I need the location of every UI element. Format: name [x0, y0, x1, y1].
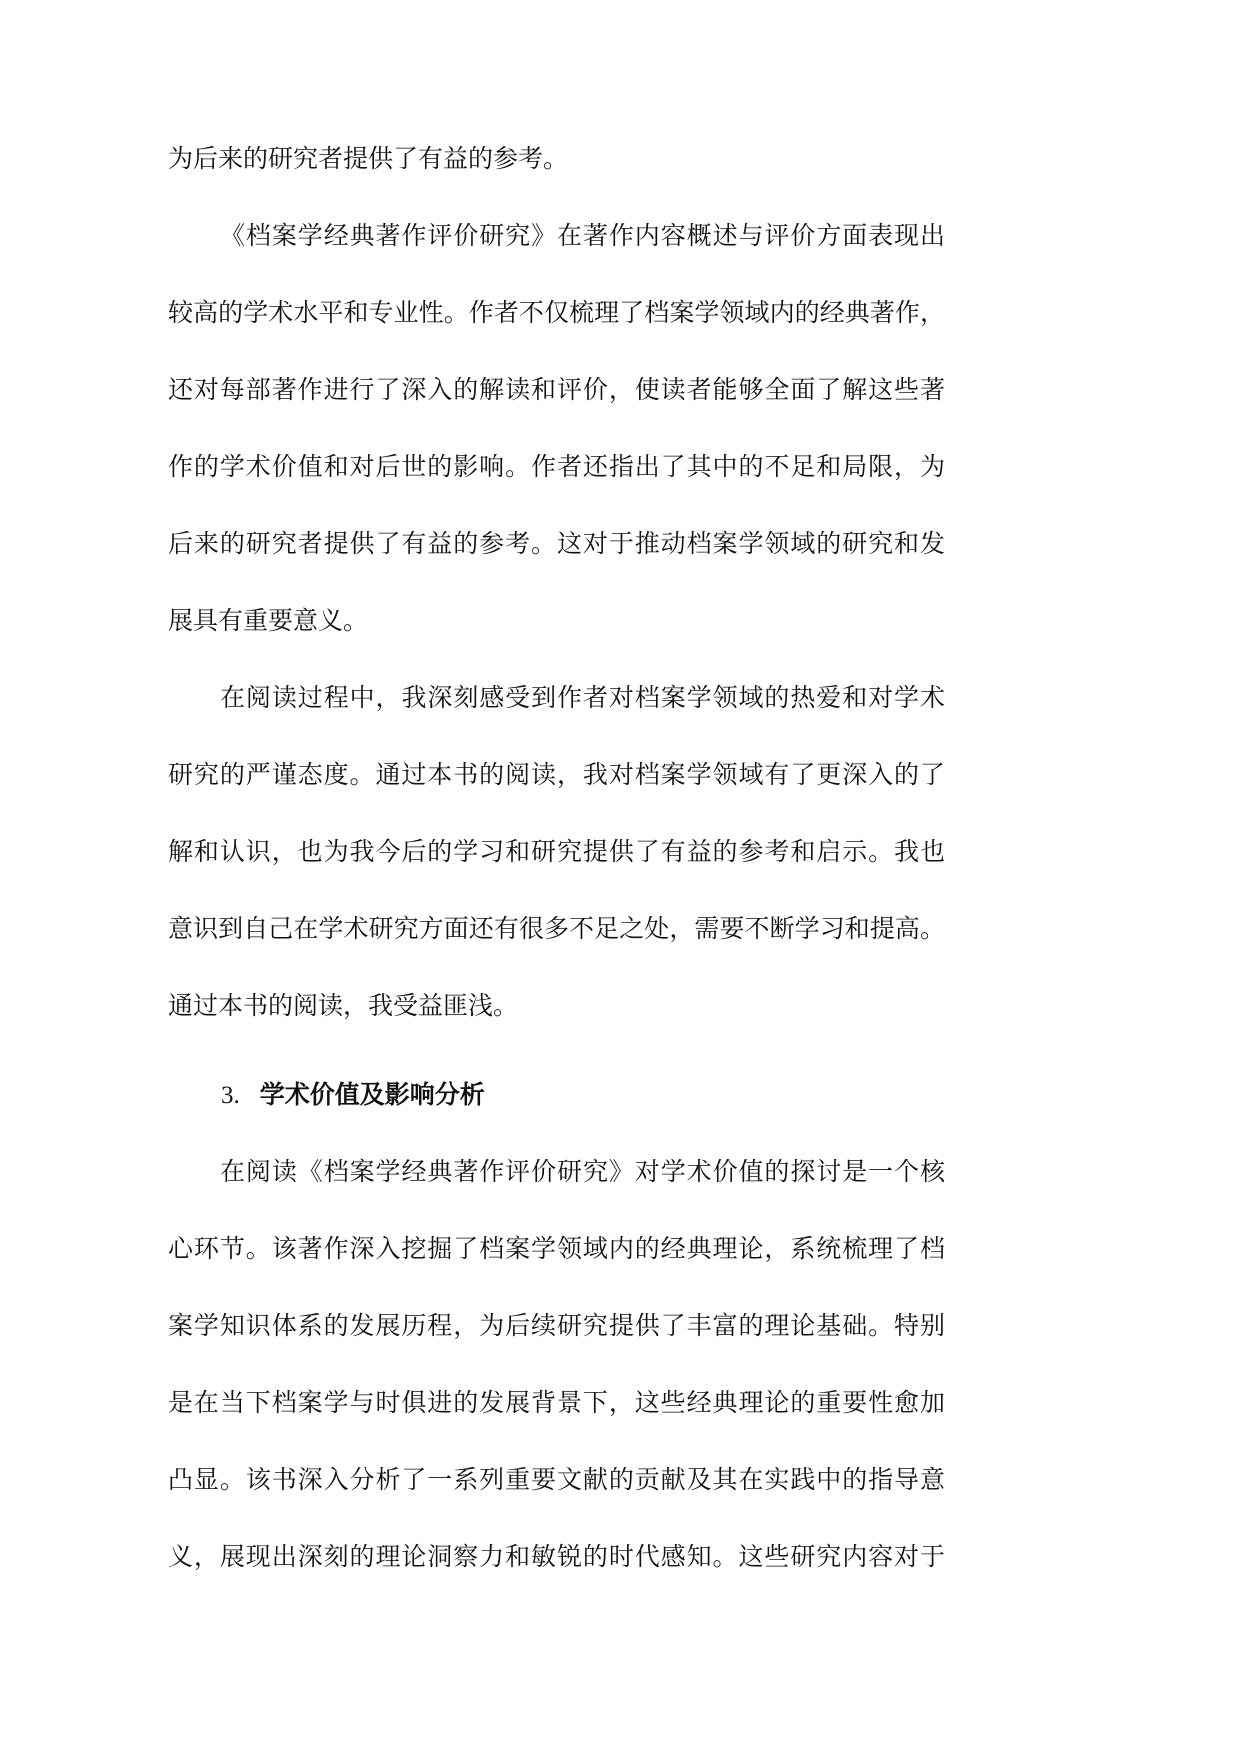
- paragraph-line: 作的学术价值和对后世的影响。作者还指出了其中的不足和局限，为: [168, 452, 945, 481]
- paragraph-line: 较高的学术水平和专业性。作者不仅梳理了档案学领域内的经典著作，: [168, 298, 945, 327]
- paragraph-line: 在阅读过程中，我深刻感受到作者对档案学领域的热爱和对学术: [220, 683, 945, 712]
- paragraph-line: 心环节。该著作深入挖掘了档案学领域内的经典理论，系统梳理了档: [168, 1234, 945, 1263]
- paragraph-line: 还对每部著作进行了深入的解读和评价，使读者能够全面了解这些著: [168, 375, 945, 404]
- paragraph-line: 解和认识，也为我今后的学习和研究提供了有益的参考和启示。我也: [168, 837, 945, 866]
- paragraph-line: 后来的研究者提供了有益的参考。这对于推动档案学领域的研究和发: [168, 529, 945, 558]
- paragraph-line: 展具有重要意义。: [168, 606, 369, 635]
- paragraph-line: 在阅读《档案学经典著作评价研究》对学术价值的探讨是一个核: [220, 1157, 945, 1186]
- paragraph-line: 是在当下档案学与时俱进的发展背景下，这些经典理论的重要性愈加: [168, 1388, 945, 1417]
- paragraph-line: 通过本书的阅读，我受益匪浅。: [168, 991, 519, 1020]
- paragraph: [0, 197, 1241, 659]
- paragraph-line: 义，展现出深刻的理论洞察力和敏锐的时代感知。这些研究内容对于: [168, 1542, 945, 1571]
- paragraph-line: 研究的严谨态度。通过本书的阅读，我对档案学领域有了更深入的了: [168, 760, 945, 789]
- paragraph: [0, 1133, 1241, 1595]
- paragraph-line: 为后来的研究者提供了有益的参考。: [168, 144, 569, 173]
- paragraph-line: 意识到自己在学术研究方面还有很多不足之处，需要不断学习和提高。: [168, 914, 945, 943]
- section-title: 学术价值及影响分析: [259, 1080, 485, 1109]
- section-heading: [168, 1056, 945, 1133]
- section-number: 3.: [221, 1082, 240, 1109]
- paragraph: [0, 120, 1241, 197]
- paragraph-line: 案学知识体系的发展历程，为后续研究提供了丰富的理论基础。特别: [168, 1311, 945, 1340]
- paragraph: [0, 659, 1241, 1044]
- paragraph-line: 凸显。该书深入分析了一系列重要文献的贡献及其在实践中的指导意: [168, 1465, 945, 1494]
- paragraph-line: 《档案学经典著作评价研究》在著作内容概述与评价方面表现出: [220, 221, 945, 250]
